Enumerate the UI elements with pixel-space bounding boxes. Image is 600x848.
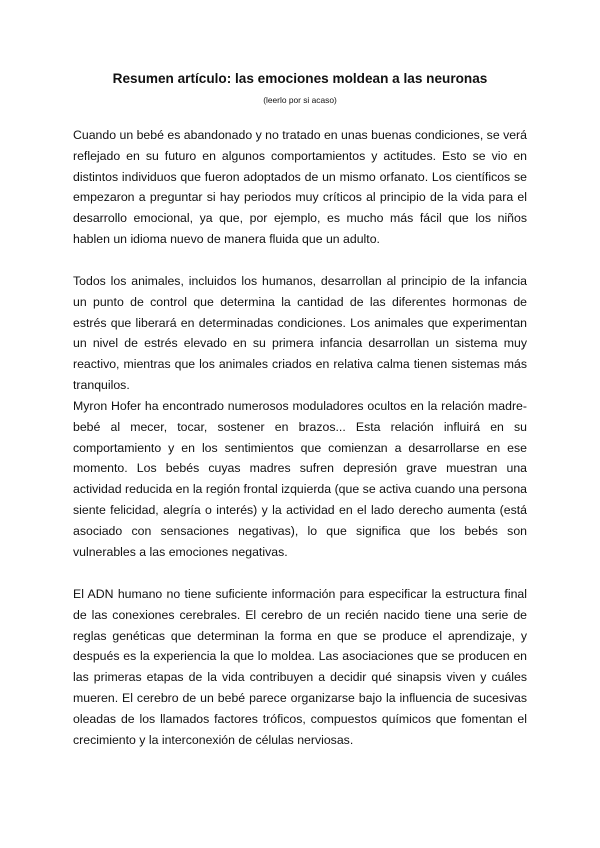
paragraph-3: Myron Hofer ha encontrado numerosos moduladores ocultos en la relación madre-bebé al mecer, tocar, sostener en brazos... Esta relación influirá en su comportamiento y en los sentimientos que comienzan a desarrollarse en ese momento. Los bebés cuyas madres sufren depresión grave muestran una actividad reducida en la región frontal izquierda (que se activa cuando una persona siente felicidad, alegría o interés) y la actividad en el lado derecho aumenta (está asociado con sensaciones negativas), lo que significa que los bebés son vulnerables a las emociones negativas.	[73, 399, 527, 559]
paragraph-4: El ADN humano no tiene suficiente información para especificar la estructura final de las conexiones cerebrales. El cerebro de un recién nacido tiene una serie de reglas genéticas que determinan la forma en que se produce el aprendizaje, y después es la experiencia la que lo moldea. Las asociaciones que se producen en las primeras etapas de la vida contribuyen a decidir qué sinapsis viven y cuáles mueren. El cerebro de un bebé parece organizarse bajo la influencia de sucesivas oleadas de los llamados factores tróficos, compuestos químicos que fomentan el crecimiento y la interconexión de células nerviosas.	[73, 587, 527, 747]
paragraph-2: Todos los animales, incluidos los humanos, desarrollan al principio de la infancia un punto de control que determina la cantidad de las diferentes hormonas de estrés que liberará en determinadas condiciones. Los animales que experimentan un nivel de estrés elevado en su primera infancia desarrollan un sistema muy reactivo, mientras que los animales criados en relativa calma tienen sistemas más tranquilos.	[73, 274, 527, 392]
document-subtitle: (leerlo por si acaso)	[263, 95, 337, 105]
document-title: Resumen artículo: las emociones moldean a las neuronas	[112, 71, 488, 86]
paragraph-1: Cuando un bebé es abandonado y no tratado en unas buenas condiciones, se verá reflejado en su futuro en algunos comportamientos y actitudes. Esto se vio en distintos individuos que fueron adoptados de un mismo orfanato. Los científicos se empezaron a preguntar si hay periodos muy críticos al principio de la vida para el desarrollo emocional, ya que, por ejemplo, es mucho más fácil que los niños hablen un idioma nuevo de manera fluida que un adulto.	[73, 128, 527, 246]
